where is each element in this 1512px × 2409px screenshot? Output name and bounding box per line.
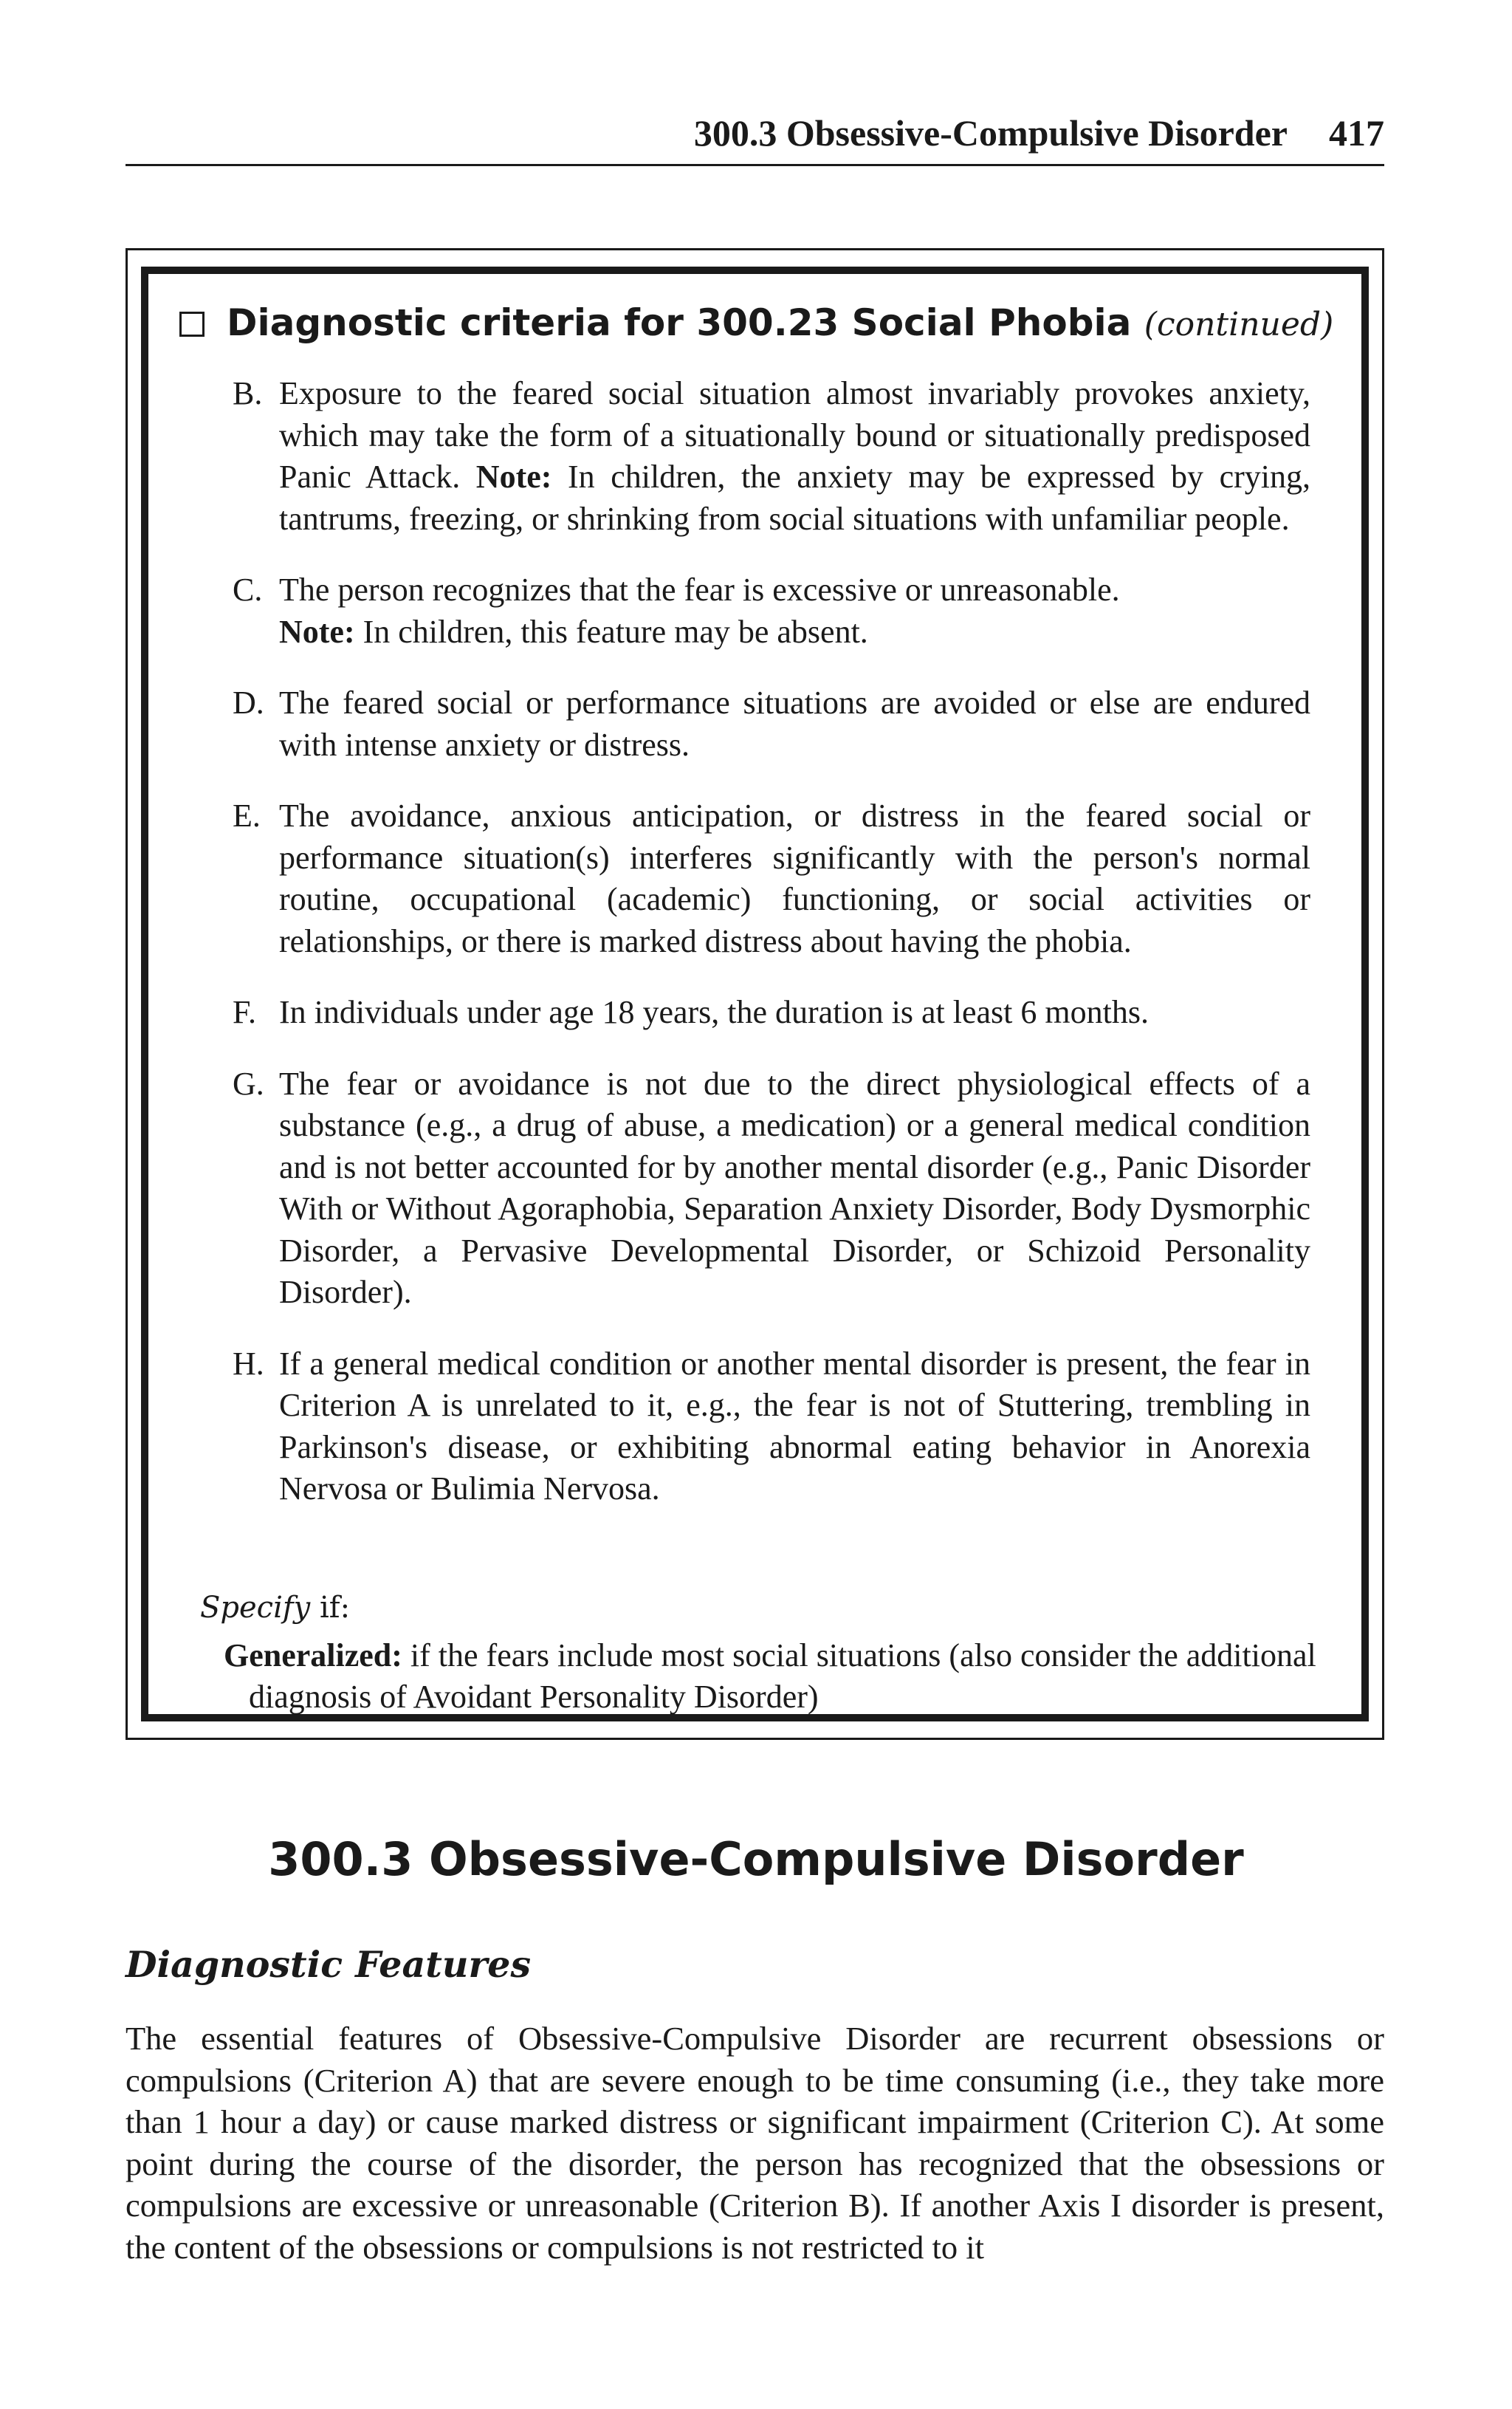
specify-label-italic: Specify: [200, 1591, 311, 1625]
continued-label: (continued): [1144, 306, 1334, 343]
page-number: 417: [1329, 112, 1384, 154]
criterion-text: The person recognizes that the fear is excessive or unreasonable.: [279, 572, 1120, 608]
note-label: Note:: [475, 459, 552, 495]
criterion-h: [233, 1343, 1310, 1510]
criterion-letter: G.: [233, 1065, 264, 1102]
criterion-g: [233, 1063, 1310, 1314]
criterion-e: [233, 795, 1310, 962]
specify-label: [200, 1587, 1344, 1629]
criterion-text: Exposure to the feared social situation almost invariably provokes anxiety, which may take the form of a situationally bound or situationally predisposed Panic Attack.: [279, 375, 1310, 495]
criteria-box: [126, 248, 1384, 1740]
criterion-letter: D.: [233, 685, 264, 721]
criterion-text: The avoidance, anxious anticipation, or distress in the feared social or performance situation(s) interferes significantly with the person's normal routine, occupational (academic) functioning, or social activities or relationships, or there is marked distress about having the phobia.: [279, 798, 1310, 959]
criterion-letter: C.: [233, 572, 263, 608]
subtype-generalized: [200, 1635, 1344, 1718]
running-header-title: 300.3 Obsessive-Compulsive Disorder: [693, 112, 1288, 154]
criterion-letter: F.: [233, 994, 256, 1030]
body-paragraph: The essential features of Obsessive-Compulsive Disorder are recurrent obsessions or compulsions (Criterion A) that are severe enough to be time consuming (i.e., they take more than 1 hour a day) or cause marked distress or significant impairment (Criterion C). At some point during the course of the disorder, the person has recognized that the obsessions or compulsions are excessive or unreasonable (Criterion B). If another Axis I disorder is present, the content of the obsessions or compulsions is not restricted to it: [126, 2020, 1384, 2266]
criterion-text: If a general medical condition or another mental disorder is present, the fear in Criterion A is unrelated to it, e.g., the fear is not of Stuttering, trembling in Parkinson's disease, or exhibiting abnormal eating behavior in Anorexia Nervosa or Bulimia Nervosa.: [279, 1345, 1310, 1507]
note-text: In children, the anxiety may be expressed by crying, tantrums, freezing, or shrinking from social situations with unfamiliar people.: [279, 459, 1310, 537]
criterion-letter: H.: [233, 1345, 264, 1382]
criterion-letter: B.: [233, 375, 263, 411]
criterion-text: In individuals under age 18 years, the duration is at least 6 months.: [279, 994, 1149, 1030]
criterion-f: [233, 992, 1310, 1034]
criterion-text: The fear or avoidance is not due to the direct physiological effects of a substance (e.g., a drug of abuse, a medication) or a general medical condition and is not better accounted for by another mental disorder (e.g., Panic Disorder With or Without Agoraphobia, Separation Anxiety Disorder, Body Dysmorphic Disorder, a Pervasive Developmental Disorder, or Schizoid Personality Disorder).: [279, 1065, 1310, 1310]
criteria-box-title: [179, 301, 1333, 347]
criteria-list: [233, 373, 1310, 1540]
specify-label-rest: if:: [310, 1591, 351, 1625]
subsection-title: Diagnostic Features: [126, 1943, 532, 1986]
criterion-d: [233, 682, 1310, 766]
specify-block: [200, 1587, 1344, 1718]
criteria-box-inner-frame: [141, 267, 1369, 1721]
empty-square-icon: [179, 312, 205, 337]
criterion-b: [233, 373, 1310, 540]
note-text: In children, this feature may be absent.: [362, 613, 868, 650]
subtype-text: if the fears include most social situations (also consider the additional diagnosis of Avoidant Personality Disorder): [249, 1637, 1316, 1715]
running-header: [126, 111, 1384, 166]
criterion-c: [233, 569, 1310, 653]
note-label: Note:: [279, 613, 355, 650]
criterion-text: The feared social or performance situations are avoided or else are endured with intense anxiety or distress.: [279, 685, 1310, 763]
subtype-label: Generalized:: [224, 1637, 402, 1673]
section-title: 300.3 Obsessive-Compulsive Disorder: [268, 1832, 1244, 1886]
criteria-box-title-text: Diagnostic criteria for 300.23 Social Phobia: [227, 301, 1132, 344]
criterion-letter: E.: [233, 798, 261, 834]
